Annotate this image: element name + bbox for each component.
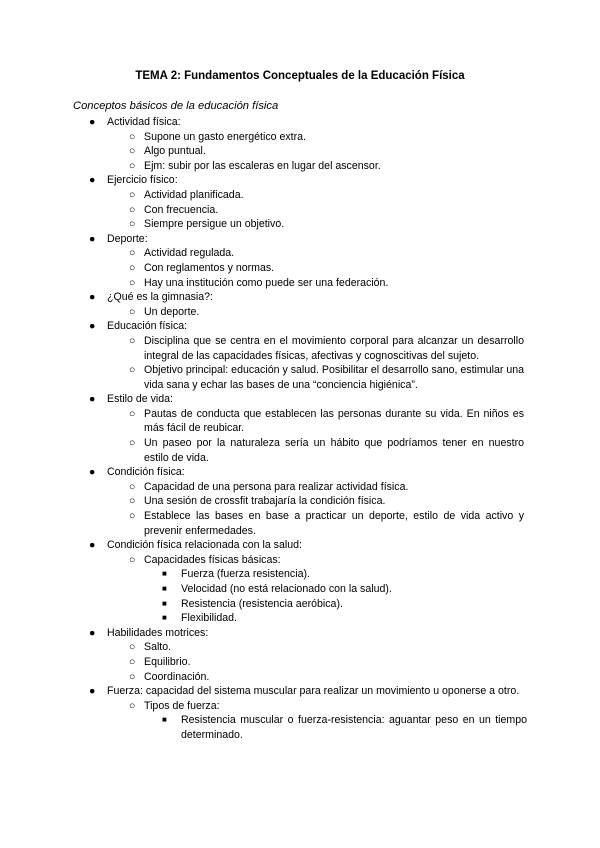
bullet-list-level-2 (0, 246, 527, 290)
bullet-circle-icon: ○ (129, 203, 136, 216)
list-item: ● Ejercicio físico: ○ Actividad planificada. ○ Con frecuencia. ○ Siempre persigue un objetivo. (0, 173, 527, 231)
list-item: ○ Tipos de fuerza: ■ Resistencia muscular o fuerza-resistencia: aguantar peso en un tiempo determinado. (107, 699, 527, 743)
list-item: ○ Con reglamentos y normas. (129, 261, 275, 274)
bullet-list-level-2 (0, 480, 527, 538)
list-item: ○ Actividad regulada. (129, 247, 235, 260)
bullet-circle-icon: ○ (129, 145, 136, 158)
bullet-circle-icon: ○ (129, 364, 136, 377)
list-item: ○ Ejm: subir por las escaleras en lugar del ascensor. (129, 159, 381, 172)
bullet-list-level-2 (0, 334, 527, 392)
bullet-disc-icon: ● (89, 174, 96, 187)
list-item: ○ Salto. (129, 641, 172, 654)
bullet-circle-icon: ○ (129, 699, 136, 712)
list-item: ○ Supone un gasto energético extra. (129, 130, 306, 143)
bullet-disc-icon: ● (89, 393, 96, 406)
bullet-circle-icon: ○ (129, 670, 136, 683)
bullet-circle-icon: ○ (129, 130, 136, 143)
list-item: ○ Una sesión de crossfit trabajaría la condición física. (129, 495, 386, 508)
list-item: ○ Hay una institución como puede ser una federación. (129, 276, 389, 289)
bullet-disc-icon: ● (89, 685, 96, 698)
bullet-disc-icon: ● (89, 116, 96, 128)
bullet-list-level-1 (0, 115, 600, 743)
bullet-disc-icon: ● (89, 320, 96, 333)
list-item: ○ Actividad planificada. (129, 188, 244, 201)
list-item: ● Educación física: ○ Disciplina que se centra en el movimiento corporal para alcanzar un desarrollo integral de las capacidades físicas, afectivas y cognoscitivas del sujeto. ○ Objetivo principal: educación y salud. Posibilitar el desarrollo sano, estimular una vida sana y echar las bases de una “conciencia higiénica”. (0, 319, 527, 392)
list-item: ○ Equilibrio. (129, 655, 191, 668)
bullet-disc-icon: ● (89, 466, 96, 479)
bullet-circle-icon: ○ (129, 276, 136, 289)
list-item: ○ Establece las bases en base a practicar un deporte, estilo de vida activo y prevenir enfermedades. (129, 510, 524, 537)
list-item: ● Actividad física: ○ Supone un gasto energético extra. ○ Algo puntual. ○ Ejm: subir por las escaleras en lugar del ascensor. (0, 115, 527, 173)
bullet-list-level-2 (0, 130, 527, 174)
list-item: ● Fuerza: capacidad del sistema muscular para realizar un movimiento u oponerse a otro. ○ Tipos de fuerza: ■ Resistencia muscular o fuerza-resistencia: aguantar peso en un tiempo determinado. (0, 684, 527, 742)
bullet-circle-icon: ○ (129, 407, 136, 420)
list-item: ■ Flexibilidad. (162, 612, 237, 625)
bullet-list-level-2 (0, 188, 527, 232)
bullet-list-level-2 (0, 553, 527, 626)
bullet-disc-icon: ● (89, 232, 96, 245)
list-item: ○ Siempre persigue un objetivo. (129, 218, 285, 231)
bullet-square-icon: ■ (162, 715, 167, 725)
list-item: ○ Con frecuencia. (129, 203, 219, 216)
list-item: ○ Objetivo principal: educación y salud. Posibilitar el desarrollo sano, estimular una vida sana y echar las bases de una “conciencia higiénica”. (129, 364, 524, 391)
bullet-circle-icon: ○ (129, 641, 136, 654)
list-item: ● Estilo de vida: ○ Pautas de conducta que establecen las personas durante su vida. En niños es más fácil de reubicar. ○ Un paseo por la naturaleza sería un hábito que podríamos tener en nuestro estilo de vida. (0, 392, 527, 465)
bullet-square-icon: ■ (162, 569, 167, 579)
bullet-list-level-2 (0, 305, 527, 320)
list-item: ■ Resistencia muscular o fuerza-resistencia: aguantar peso en un tiempo determinado. (162, 714, 527, 741)
list-item: ● ¿Qué es la gimnasia?: ○ Un deporte. (0, 290, 527, 319)
list-item: ● Condición física relacionada con la salud: ○ Capacidades físicas básicas: ■ Fuerza (fuerza resistencia). ■ Velocidad (no está relacionado con la salud). ■ Resistencia (resistencia aeróbica). ■ Flexibilidad. (0, 538, 527, 626)
bullet-list-level-2 (0, 699, 527, 743)
list-item: ○ Coordinación. (129, 670, 210, 683)
bullet-circle-icon: ○ (129, 510, 136, 523)
bullet-list-level-2 (0, 407, 527, 465)
list-item: ○ Capacidades físicas básicas: ■ Fuerza (fuerza resistencia). ■ Velocidad (no está relacionado con la salud). ■ Resistencia (resistencia aeróbica). ■ Flexibilidad. (107, 553, 527, 626)
bullet-circle-icon: ○ (129, 334, 136, 347)
page-title: TEMA 2: Fundamentos Conceptuales de la Educación Física (135, 70, 465, 82)
list-item: ○ Un paseo por la naturaleza sería un hábito que podríamos tener en nuestro estilo de vida. (129, 437, 524, 464)
bullet-circle-icon: ○ (129, 480, 136, 493)
list-item: ○ Capacidad de una persona para realizar actividad física. (129, 480, 409, 493)
section-subtitle: Conceptos básicos de la educación física (73, 100, 279, 112)
bullet-circle-icon: ○ (129, 495, 136, 508)
bullet-circle-icon: ○ (129, 159, 136, 172)
list-item: ○ Un deporte. (129, 305, 200, 318)
bullet-circle-icon: ○ (129, 261, 136, 274)
bullet-circle-icon: ○ (129, 655, 136, 668)
list-item: ■ Fuerza (fuerza resistencia). (162, 568, 310, 581)
bullet-square-icon: ■ (162, 584, 167, 593)
bullet-square-icon: ■ (162, 598, 167, 608)
list-item: ○ Disciplina que se centra en el movimiento corporal para alcanzar un desarrollo integral de las capacidades físicas, afectivas y cognoscitivas del sujeto. (129, 334, 524, 362)
bullet-disc-icon: ● (89, 539, 96, 552)
bullet-circle-icon: ○ (129, 247, 136, 260)
bullet-list-level-3 (107, 713, 527, 742)
outline (0, 115, 600, 743)
bullet-circle-icon: ○ (129, 188, 136, 201)
bullet-disc-icon: ● (89, 626, 96, 639)
bullet-circle-icon: ○ (129, 437, 136, 450)
bullet-square-icon: ■ (162, 613, 167, 623)
list-item: ● Deporte: ○ Actividad regulada. ○ Con reglamentos y normas. ○ Hay una institución como puede ser una federación. (0, 232, 527, 290)
list-item: ○ Pautas de conducta que establecen las personas durante su vida. En niños es más fácil de reubicar. (129, 407, 524, 435)
bullet-list-level-3 (107, 567, 527, 625)
bullet-disc-icon: ● (89, 291, 96, 304)
list-item: ● Condición física: ○ Capacidad de una persona para realizar actividad física. ○ Una sesión de crossfit trabajaría la condición física. ○ Establece las bases en base a practicar un deporte, estilo de vida activo y prevenir enfermedades. (0, 465, 527, 538)
bullet-circle-icon: ○ (129, 218, 136, 231)
bullet-list-level-2 (0, 640, 527, 684)
list-item: ■ Resistencia (resistencia aeróbica). (162, 597, 343, 610)
bullet-circle-icon: ○ (129, 305, 136, 318)
list-item: ○ Algo puntual. (129, 145, 206, 158)
list-item: ■ Velocidad (no está relacionado con la salud). (162, 583, 392, 595)
bullet-circle-icon: ○ (129, 553, 136, 566)
list-item: ● Habilidades motrices: ○ Salto. ○ Equilibrio. ○ Coordinación. (0, 626, 527, 684)
